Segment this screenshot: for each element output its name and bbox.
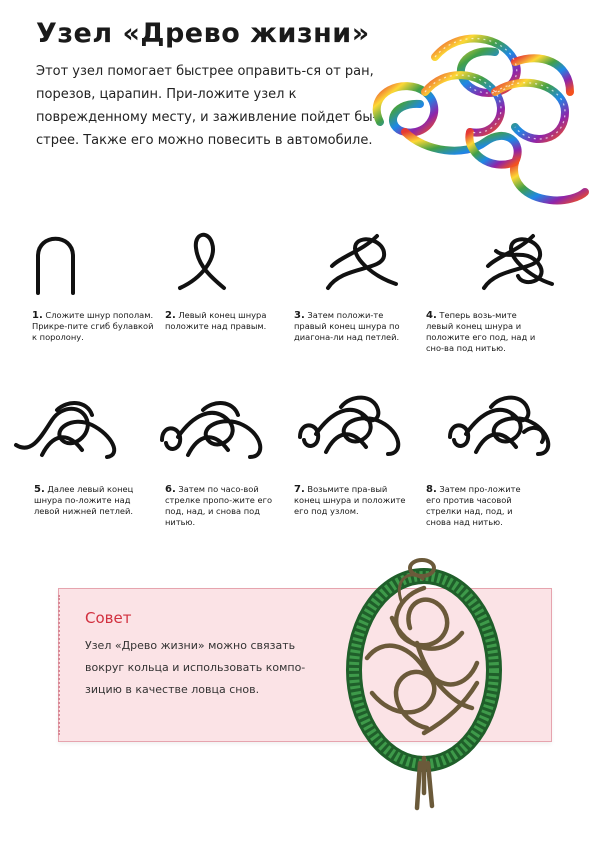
step-text: Затем положи-те правый конец шнура по диагона-ли над петлей. (294, 310, 400, 342)
step-4-diagram (478, 226, 558, 298)
step-5-caption (34, 484, 142, 517)
step-number: 2. (165, 310, 176, 321)
step-8-caption (426, 484, 530, 528)
step-7-caption (294, 484, 410, 517)
step-1-diagram (28, 228, 88, 298)
step-5-diagram (12, 395, 122, 465)
step-2-diagram (172, 228, 232, 298)
step-7-diagram (296, 392, 406, 464)
step-text: Возьмите пра-вый конец шнура и положите его под узлом. (294, 484, 406, 516)
step-2-caption (165, 310, 273, 332)
step-3-caption (294, 310, 412, 343)
step-8-diagram (446, 392, 556, 464)
step-text: Затем про-ложите его против часовой стрелки над, под, и снова над нитью. (426, 484, 521, 527)
step-number: 3. (294, 310, 305, 321)
intro-text: Этот узел помогает быстрее оправить-ся от ран, порезов, царапин. При-ложите узел к поврежденному месту, и заживление пойдет бы-стрее. Также его можно повесить в автомобиле. (36, 64, 378, 148)
step-number: 5. (34, 484, 45, 495)
page-title: Узел «Древо жизни» (36, 18, 370, 49)
tip-title: Совет (85, 609, 132, 627)
step-number: 8. (426, 484, 437, 495)
step-1-caption (32, 310, 156, 343)
step-number: 1. (32, 310, 43, 321)
tip-text: Узел «Древо жизни» можно связать вокруг кольца и использовать компо-зицию в качестве ловца снов. (85, 639, 306, 696)
step-6-diagram (158, 395, 268, 465)
hero-knot-image (365, 32, 590, 207)
step-number: 4. (426, 310, 437, 321)
dream-catcher-image (332, 558, 522, 838)
step-number: 7. (294, 484, 305, 495)
step-text: Теперь возь-мите левый конец шнура и положите его под, над и сно-ва под нитью. (426, 310, 536, 353)
step-4-caption (426, 310, 538, 354)
step-text: Далее левый конец шнура по-ложите над левой нижней петлей. (34, 484, 134, 516)
step-text: Затем по часо-вой стрелке пропо-жите его под, над, и снова под нитью. (165, 484, 273, 527)
step-6-caption (165, 484, 281, 528)
step-3-diagram (322, 226, 402, 298)
step-number: 6. (165, 484, 176, 495)
step-text: Сложите шнур пополам. Прикре-пите сгиб булавкой к поролону. (32, 310, 154, 342)
step-text: Левый конец шнура положите над правым. (165, 310, 267, 331)
